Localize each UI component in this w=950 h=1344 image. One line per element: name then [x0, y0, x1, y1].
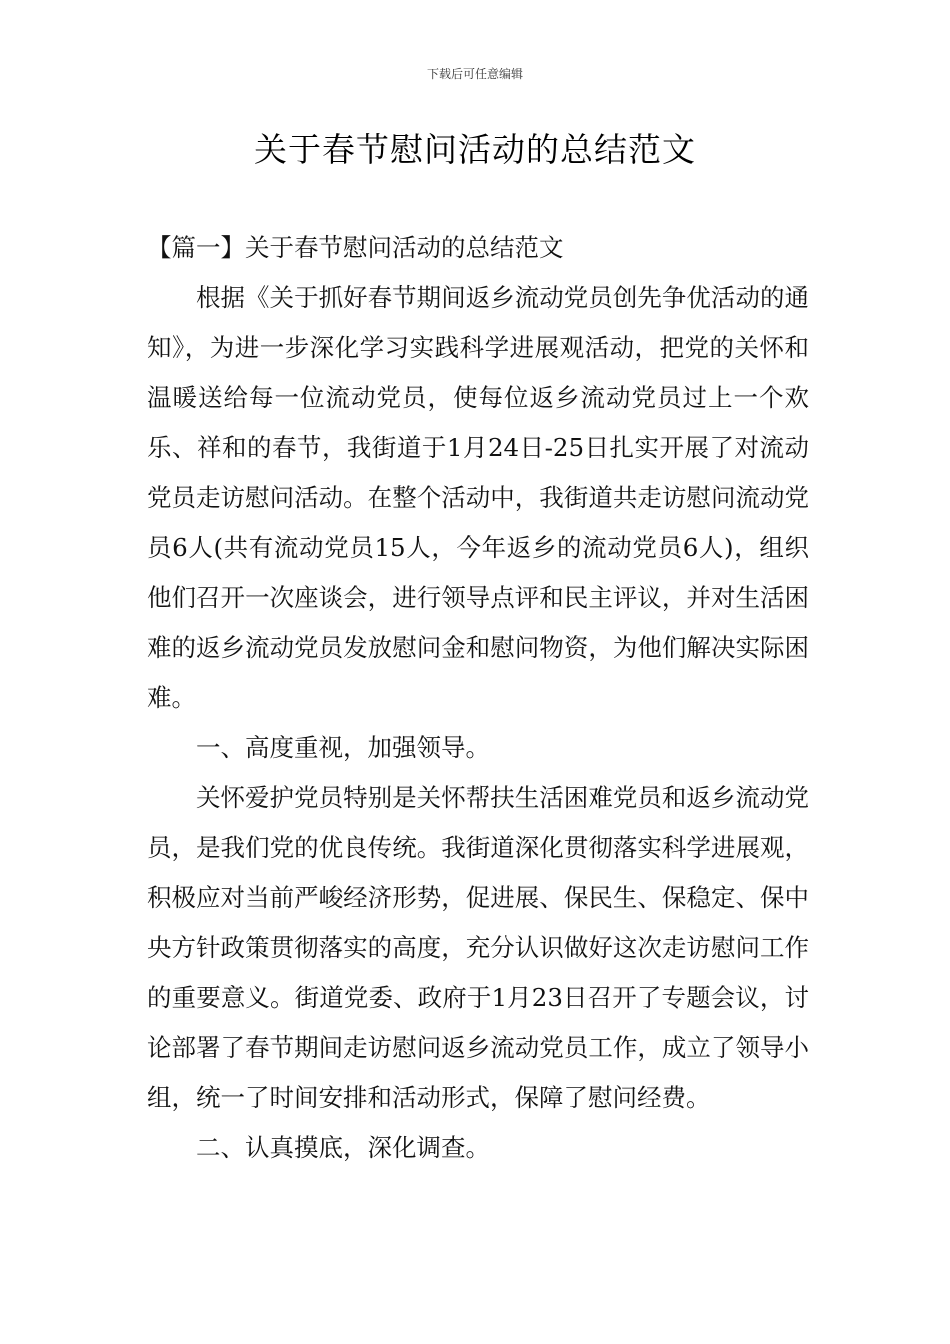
header-note: 下载后可任意编辑 [426, 67, 523, 81]
section-heading: 【篇一】关于春节慰问活动的总结范文 [147, 233, 564, 262]
subheading-two: 二、认真摸底，深化调查。 [196, 1133, 490, 1162]
paragraph-intro: 根据《关于抓好春节期间返乡流动党员创先争优活动的通知》，为进一步深化学习实践科学进展观活动，把党的关怀和温暖送给每一位流动党员，使每位返乡流动党员过上一个欢乐、祥和的春节，我街道于1月24日-25日扎实开展了对流动党员走访慰问活动。在整个活动中，我街道共走访慰问流动党员6人(共有流动党员15人，今年返乡的流动党员6人)，组织他们召开一次座谈会，进行领导点评和民主评议，并对生活困难的返乡流动党员发放慰问金和慰问物资，为他们解决实际困难。 [147, 283, 809, 712]
subheading-one: 一、高度重视，加强领导。 [196, 733, 490, 762]
document-body [147, 223, 809, 1173]
paragraph-one: 关怀爱护党员特别是关怀帮扶生活困难党员和返乡流动党员，是我们党的优良传统。我街道深化贯彻落实科学进展观，积极应对当前严峻经济形势，促进展、保民生、保稳定、保中央方针政策贯彻落实的高度，充分认识做好这次走访慰问工作的重要意义。街道党委、政府于1月23日召开了专题会议，讨论部署了春节期间走访慰问返乡流动党员工作，成立了领导小组，统一了时间安排和活动形式，保障了慰问经费。 [147, 783, 809, 1112]
document-title: 关于春节慰问活动的总结范文 [254, 130, 696, 169]
